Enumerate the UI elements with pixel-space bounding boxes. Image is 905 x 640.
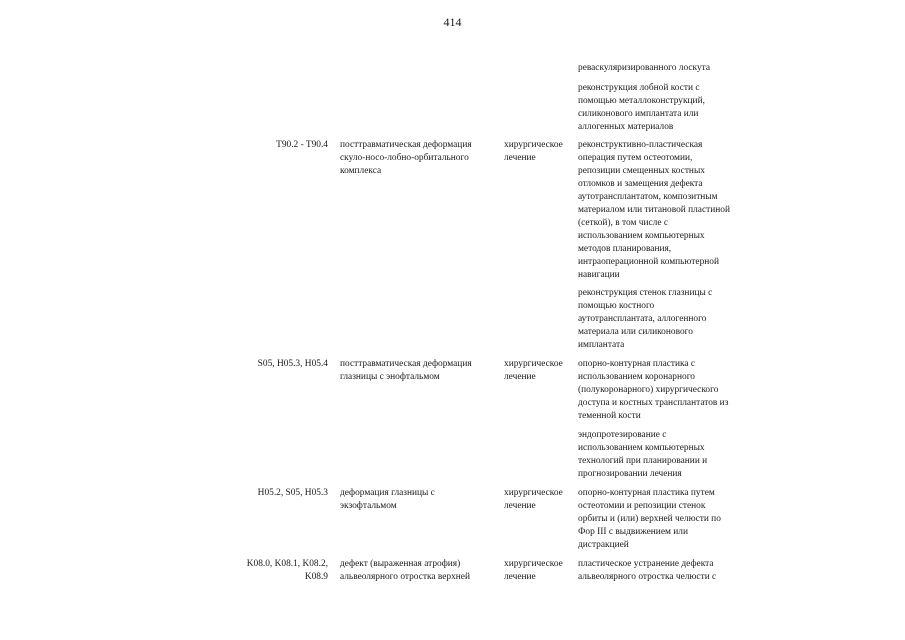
method-text: реконструктивно-пластическая операция путем остеотомии, репозиции смещенных костных отломков и замещения дефекта аутотрансплантатом, композитным материалом или титановой пластиной (сеткой), в том числе с использованием компьютерных методов планирования, интраоперационной компьютерной навигации xyxy=(578,140,730,280)
page-number: 414 xyxy=(443,15,462,29)
method-text: пластическое устранение дефекта альвеолярного отростка челюсти с xyxy=(578,559,717,582)
method-text: реваскуляризированного лоскута xyxy=(578,63,711,73)
method-text: опорно-контурная пластика с использованием коронарного (полукоронарного) хирургического доступа и костных трансплантатов из теменной кости xyxy=(578,359,729,421)
icd-codes: K08.0, K08.1, K08.2, K08.9 xyxy=(246,559,328,582)
icd-codes: S05, H05.3, H05.4 xyxy=(257,359,328,369)
diagnosis-text: деформация глазницы с экзофтальмом xyxy=(340,488,435,511)
diagnosis-text: дефект (выраженная атрофия) альвеолярного отростка верхней xyxy=(340,559,470,582)
treatment-type: хирургическое лечение xyxy=(504,559,563,582)
method-text: реконструкция лобной кости с помощью металлоконструкций, силиконового имплантата или аллогенных материалов xyxy=(578,83,705,132)
method-text: эндопротезирование с использованием компьютерных технологий при планировании и прогнозировании лечения xyxy=(578,430,708,479)
treatment-type: хирургическое лечение xyxy=(504,140,563,163)
diagnosis-text: посттравматическая деформация скуло-носо-лобно-орбитального комплекса xyxy=(340,140,472,176)
icd-codes: H05.2, S05, H05.3 xyxy=(257,488,328,498)
method-text: реконструкция стенок глазницы с помощью костного аутотрансплантата, аллогенного материала или силиконового имплантата xyxy=(578,288,713,350)
treatment-type: хирургическое лечение xyxy=(504,488,563,511)
icd-codes: T90.2 - T90.4 xyxy=(276,140,328,150)
treatment-type: хирургическое лечение xyxy=(504,359,563,382)
method-text: опорно-контурная пластика путем остеотомии и репозиции стенок орбиты и (или) верхней челюсти по Фор III с выдвижением или дистракцией xyxy=(578,488,721,550)
diagnosis-text: посттравматическая деформация глазницы с энофтальмом xyxy=(340,359,472,382)
